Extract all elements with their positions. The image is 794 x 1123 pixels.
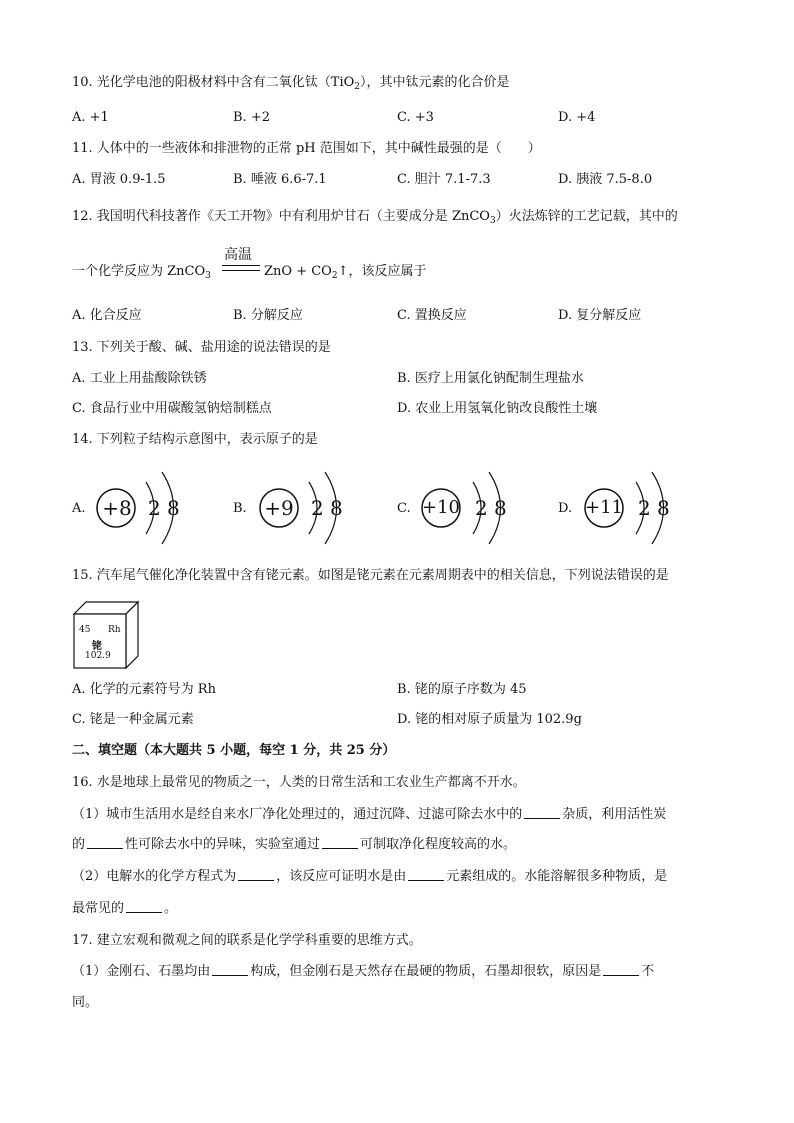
q11-stem: 11. 人体中的一些液体和排泄物的正常 pH 范围如下，其中碱性最强的是（ ）	[72, 141, 541, 156]
q12-option-c[interactable]: C. 置换反应	[397, 308, 467, 323]
q12-option-a[interactable]: A. 化合反应	[72, 308, 142, 323]
q14-option-d[interactable]	[558, 470, 688, 550]
q12-eq-condition: 高温	[224, 247, 252, 263]
answer-blank[interactable]	[238, 868, 274, 881]
shell-1-electrons: 2	[475, 496, 488, 520]
q16-part2-line2: 最常见的 。	[72, 901, 178, 916]
atomic-number: 45	[79, 625, 91, 635]
q15-option-b[interactable]: B. 铑的原子序数为 45	[397, 682, 527, 697]
q15-stem: 15. 汽车尾气催化净化装置中含有铑元素。如图是铑元素在元素周期表中的相关信息，下列说法错误的是	[72, 568, 669, 583]
q17-part1-line2: 同。	[72, 995, 99, 1010]
section-heading: 二、填空题（本大题共 5 小题，每空 1 分，共 25 分）	[72, 743, 396, 758]
shell-2-electrons: 8	[167, 496, 180, 520]
element-symbol: Rh	[108, 625, 121, 635]
shell-2-electrons: 8	[657, 496, 670, 520]
atomic-mass: 102.9	[85, 651, 111, 661]
q13-option-a[interactable]: A. 工业上用盐酸除铁锈	[72, 371, 207, 386]
element-tile-rh	[72, 600, 142, 670]
q14-option-b-label: B.	[233, 501, 247, 516]
q12-option-d[interactable]: D. 复分解反应	[558, 308, 642, 323]
q14-option-a[interactable]	[72, 470, 202, 550]
q11-option-b[interactable]: B. 唾液 6.6-7.1	[233, 172, 327, 187]
q12-stem: 12. 我国明代科技著作《天工开物》中有利用炉甘石（主要成分是 ZnCO$_3$）火法炼锌的工艺记载，其中的	[72, 209, 678, 226]
q15-option-c[interactable]: C. 铑是一种金属元素	[72, 712, 194, 727]
q10-option-d[interactable]: D. +4	[558, 110, 596, 125]
nucleus-charge: +8	[102, 496, 132, 520]
q10-option-a[interactable]: A. +1	[72, 110, 109, 125]
q11-option-c[interactable]: C. 胆汁 7.1-7.3	[397, 172, 491, 187]
q16-stem: 16. 水是地球上最常见的物质之一，人类的日常生活和工农业生产都离不开水。	[72, 775, 526, 790]
answer-blank[interactable]	[212, 963, 248, 976]
element-name: 铑	[92, 641, 102, 652]
answer-blank[interactable]	[524, 806, 560, 819]
q12-eq-products: ZnO + $CO_2↑$，该反应属于	[264, 264, 427, 281]
q12-equation	[72, 247, 492, 286]
q13-option-b[interactable]: B. 医疗上用氯化钠配制生理盐水	[397, 371, 584, 386]
shell-1-electrons: 2	[148, 496, 161, 520]
answer-blank[interactable]	[603, 963, 639, 976]
q12-eq-double-bar	[222, 265, 260, 271]
answer-blank[interactable]	[126, 900, 162, 913]
nucleus-charge: +10	[422, 497, 460, 518]
answer-blank[interactable]	[408, 868, 444, 881]
nucleus-charge: +9	[264, 496, 294, 520]
q11-option-d[interactable]: D. 胰液 7.5-8.0	[558, 172, 653, 187]
shell-1-electrons: 2	[638, 496, 651, 520]
q10-stem: 10. 光化学电池的阳极材料中含有二氧化钛（TiO$_2$），其中钛元素的化合价是	[72, 75, 510, 92]
answer-blank[interactable]	[322, 836, 358, 849]
q13-option-d[interactable]: D. 农业上用氢氧化钠改良酸性土壤	[397, 401, 598, 416]
shell-1-electrons: 2	[311, 496, 324, 520]
q14-option-c[interactable]	[397, 470, 527, 550]
q14-option-a-label: A.	[72, 501, 86, 516]
q14-option-d-label: D.	[558, 501, 573, 516]
q17-stem: 17. 建立宏观和微观之间的联系是化学学科重要的思维方式。	[72, 933, 422, 948]
q13-option-c[interactable]: C. 食品行业中用碳酸氢钠焙制糕点	[72, 401, 272, 416]
q13-stem: 13. 下列关于酸、碱、盐用途的说法错误的是	[72, 340, 331, 355]
shell-2-electrons: 8	[330, 496, 343, 520]
q17-part1-line1: （1）金刚石、石墨均由 构成，但金刚石是天然存在最硬的物质，石墨却很软，原因是 不	[72, 964, 655, 979]
q16-part1-line2: 的 性可除去水中的异味，实验室通过 可制取净化程度较高的水。	[72, 837, 517, 852]
q16-part2-line1: （2）电解水的化学方程式为 ，该反应可证明水是由 元素组成的。水能溶解很多种物质，是	[72, 869, 668, 884]
q10-option-c[interactable]: C. +3	[397, 110, 434, 125]
q10-option-b[interactable]: B. +2	[233, 110, 270, 125]
q14-option-c-label: C.	[397, 501, 411, 516]
answer-blank[interactable]	[87, 836, 123, 849]
q14-stem: 14. 下列粒子结构示意图中，表示原子的是	[72, 432, 318, 447]
q12-option-b[interactable]: B. 分解反应	[233, 308, 303, 323]
q11-option-a[interactable]: A. 胃液 0.9-1.5	[72, 172, 166, 187]
nucleus-charge: +11	[585, 497, 623, 518]
q12-eq-prefix: 一个化学反应为 ZnCO$_3$	[72, 264, 211, 281]
q15-option-a[interactable]: A. 化学的元素符号为 Rh	[72, 682, 216, 697]
q15-option-d[interactable]: D. 铑的相对原子质量为 102.9g	[397, 712, 582, 727]
shell-2-electrons: 8	[494, 496, 507, 520]
q16-part1-line1: （1）城市生活用水是经自来水厂净化处理过的，通过沉降、过滤可除去水中的 杂质，利用活性炭	[72, 807, 667, 822]
q14-option-b[interactable]	[233, 470, 363, 550]
